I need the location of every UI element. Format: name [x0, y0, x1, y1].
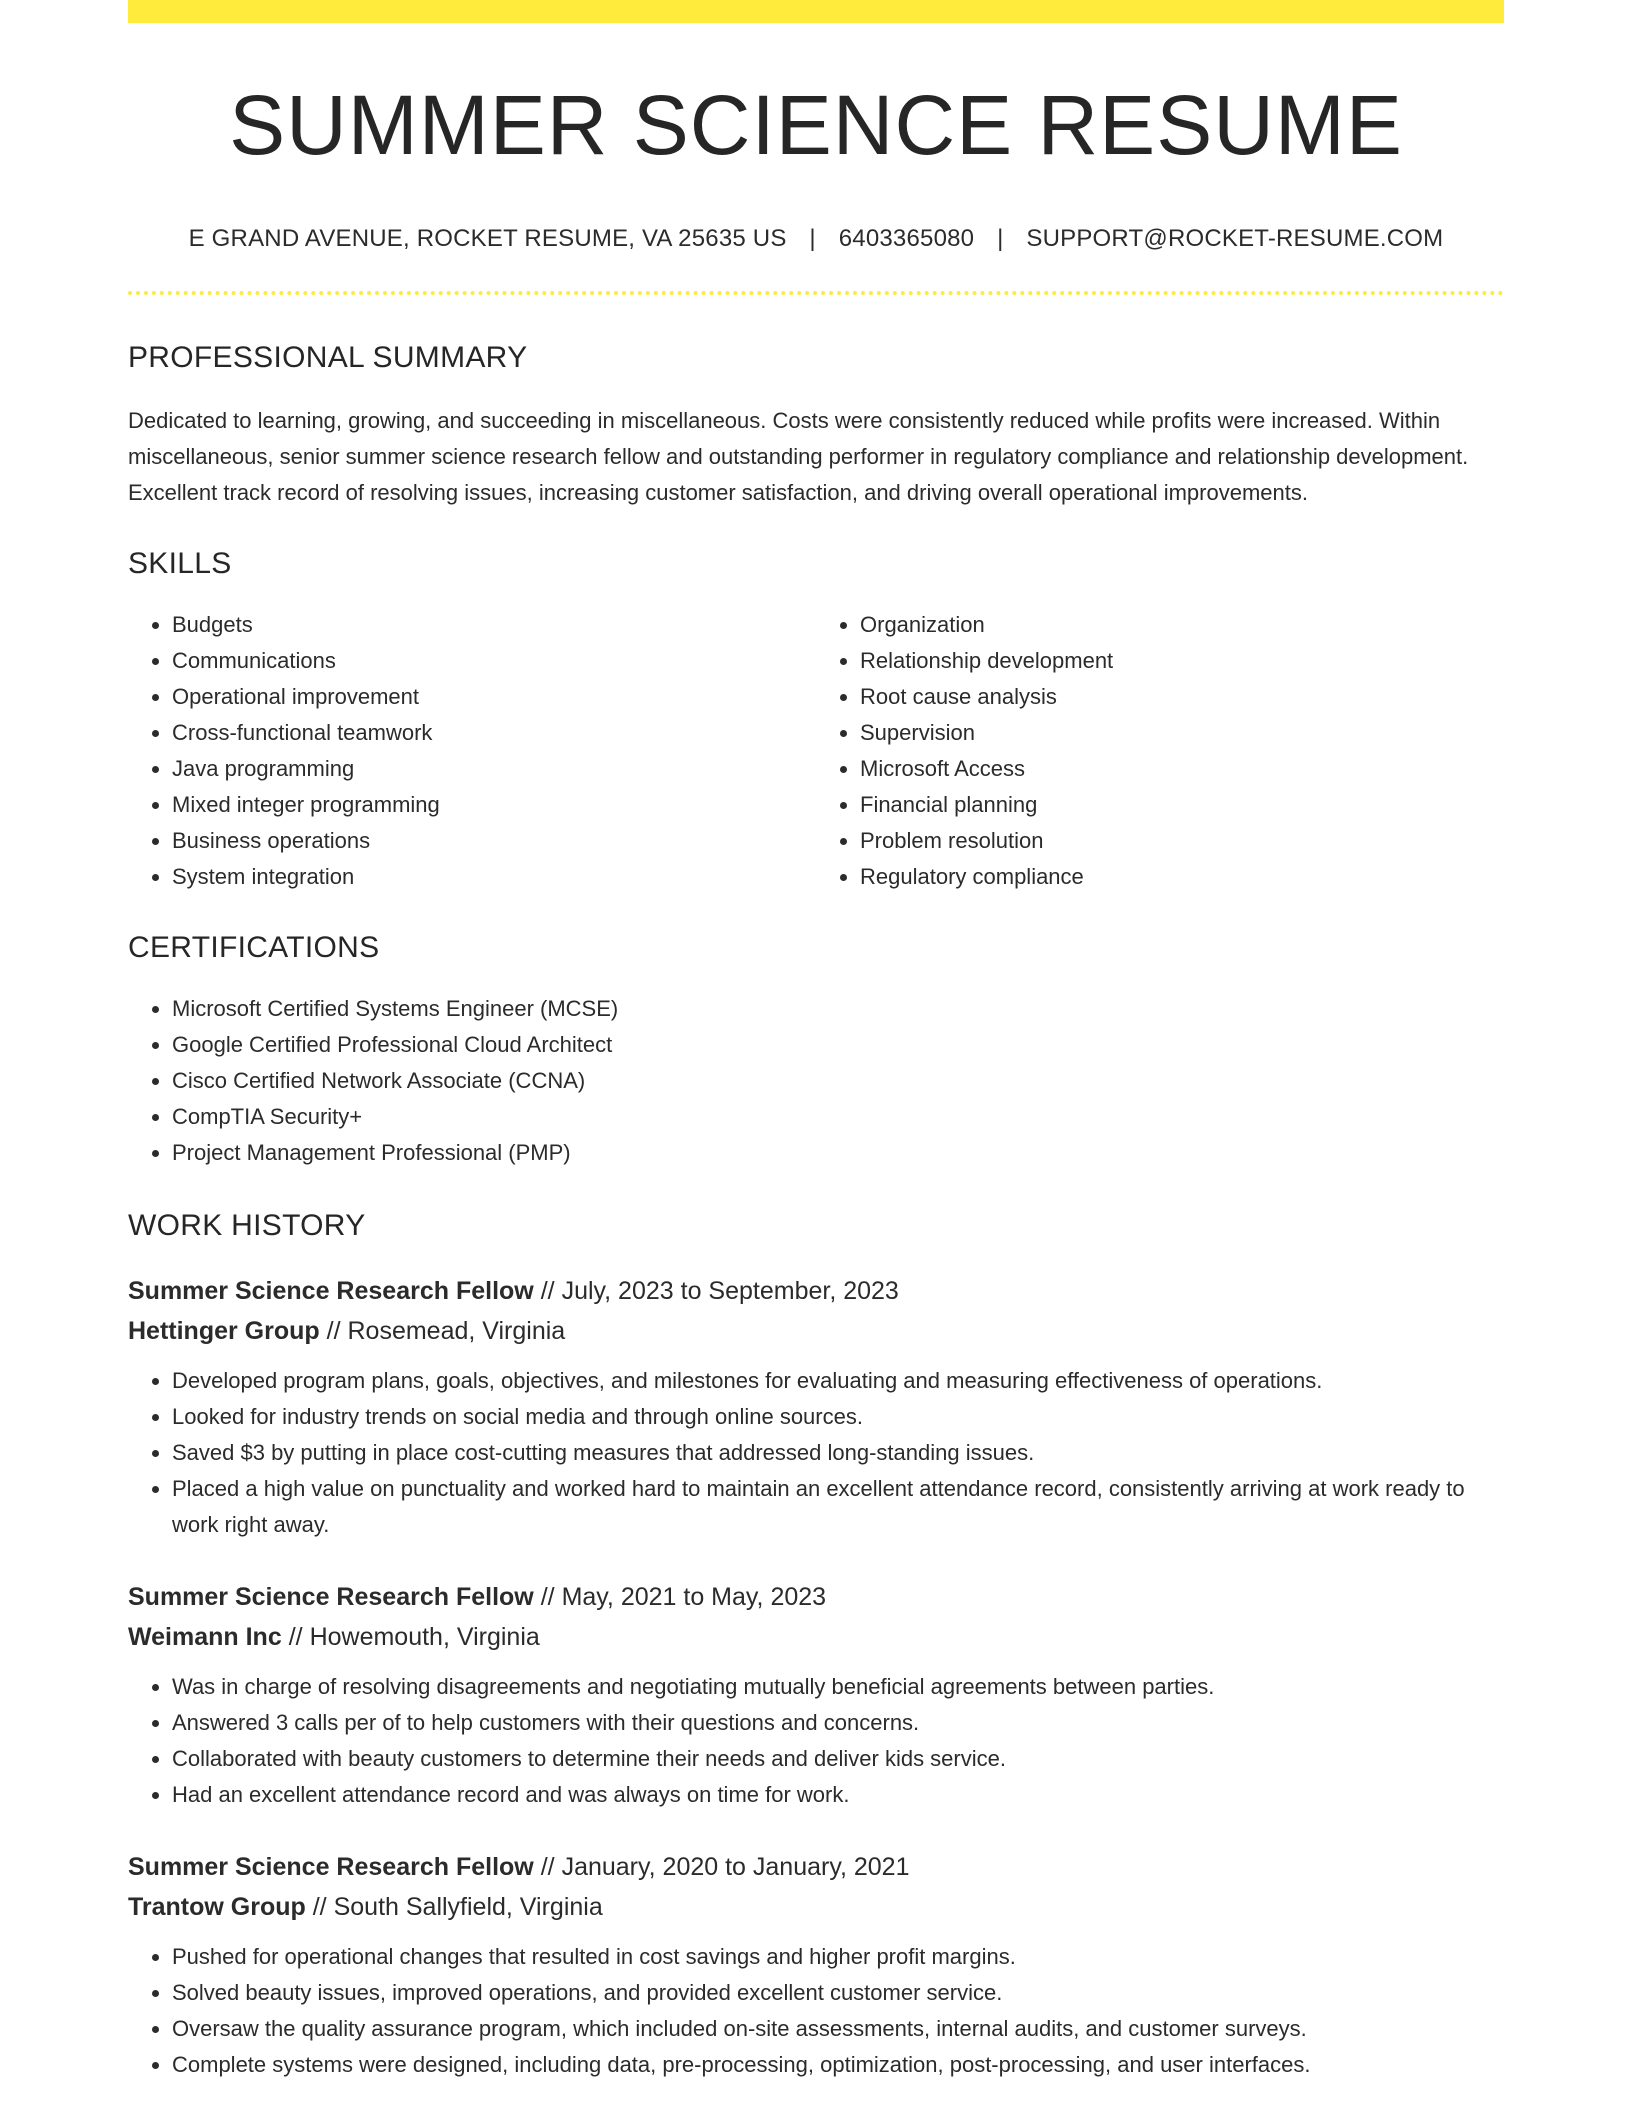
job-company-line — [128, 1617, 1504, 1657]
job-bullet: • Complete systems were designed, including data, pre-processing, optimization, post-processing, and user interfaces. — [172, 2047, 1504, 2083]
job-company: Hettinger Group — [128, 1317, 320, 1345]
contact-separator: | — [809, 225, 816, 252]
skill-item: • Cross-functional teamwork — [172, 715, 816, 751]
skill-item: • Problem resolution — [860, 823, 1504, 859]
job-entry — [128, 1847, 1504, 2083]
job-title-line — [128, 1847, 1504, 1887]
job-dates: May, 2021 to May, 2023 — [561, 1583, 827, 1611]
job-title: Summer Science Research Fellow — [128, 1277, 534, 1305]
job-dates: July, 2023 to September, 2023 — [561, 1277, 899, 1305]
job-entry — [128, 1271, 1504, 1543]
resume-name-title: SUMMER SCIENCE RESUME — [229, 78, 1403, 172]
skills-heading: SKILLS — [128, 547, 232, 580]
job-title-line — [128, 1577, 1504, 1617]
certifications-heading: CERTIFICATIONS — [128, 931, 380, 964]
skill-item: • Relationship development — [860, 643, 1504, 679]
job-bullet: • Developed program plans, goals, objectives, and milestones for evaluating and measuring effectiveness of operations. — [172, 1363, 1504, 1399]
job-company-line — [128, 1887, 1504, 1927]
job-divider: // — [540, 1277, 555, 1305]
resume-page — [128, 0, 1504, 2083]
skill-item: • Operational improvement — [172, 679, 816, 715]
skill-item: • Microsoft Access — [860, 751, 1504, 787]
certification-item: • Project Management Professional (PMP) — [172, 1135, 1504, 1171]
job-bullets — [128, 1669, 1504, 1813]
skill-item: • Root cause analysis — [860, 679, 1504, 715]
job-divider: // — [288, 1623, 303, 1651]
job-title-line — [128, 1271, 1504, 1311]
job-divider: // — [326, 1317, 341, 1345]
job-title: Summer Science Research Fellow — [128, 1583, 534, 1611]
job-company: Weimann Inc — [128, 1623, 282, 1651]
job-divider: // — [540, 1853, 555, 1881]
summary-heading: PROFESSIONAL SUMMARY — [128, 341, 528, 374]
skill-item: • Budgets — [172, 607, 816, 643]
job-bullet: • Was in charge of resolving disagreements and negotiating mutually beneficial agreements between parties. — [172, 1669, 1504, 1705]
job-bullets — [128, 1363, 1504, 1543]
certification-item: • Google Certified Professional Cloud Architect — [172, 1027, 1504, 1063]
dotted-divider — [128, 291, 1504, 295]
contact-separator: | — [997, 225, 1004, 252]
job-bullet: • Collaborated with beauty customers to determine their needs and deliver kids service. — [172, 1741, 1504, 1777]
contact-email: SUPPORT@ROCKET-RESUME.COM — [1026, 225, 1444, 252]
job-company-line — [128, 1311, 1504, 1351]
contact-phone: 6403365080 — [838, 225, 975, 252]
skill-item: • Mixed integer programming — [172, 787, 816, 823]
job-title: Summer Science Research Fellow — [128, 1853, 534, 1881]
certifications-list — [128, 991, 1504, 1171]
job-bullet: • Oversaw the quality assurance program, which included on-site assessments, internal audits, and customer surveys. — [172, 2011, 1504, 2047]
skill-item: • Java programming — [172, 751, 816, 787]
skills-list-right — [816, 607, 1504, 895]
job-bullet: • Had an excellent attendance record and was always on time for work. — [172, 1777, 1504, 1813]
contact-line — [128, 227, 1504, 251]
job-location: Howemouth, Virginia — [309, 1623, 540, 1651]
job-location: Rosemead, Virginia — [347, 1317, 566, 1345]
job-bullet: • Placed a high value on punctuality and worked hard to maintain an excellent attendance record, consistently arriving at work ready to work right away. — [172, 1471, 1504, 1543]
job-bullets — [128, 1939, 1504, 2083]
certification-item: • Microsoft Certified Systems Engineer (MCSE) — [172, 991, 1504, 1027]
job-bullet: • Looked for industry trends on social media and through online sources. — [172, 1399, 1504, 1435]
certification-item: • CompTIA Security+ — [172, 1099, 1504, 1135]
job-bullet: • Answered 3 calls per of to help customers with their questions and concerns. — [172, 1705, 1504, 1741]
skill-item: • Supervision — [860, 715, 1504, 751]
skill-item: • Financial planning — [860, 787, 1504, 823]
job-divider: // — [540, 1583, 555, 1611]
skill-item: • Regulatory compliance — [860, 859, 1504, 895]
summary-section — [128, 343, 1504, 511]
work-history-heading: WORK HISTORY — [128, 1209, 366, 1242]
job-bullet: • Solved beauty issues, improved operations, and provided excellent customer service. — [172, 1975, 1504, 2011]
job-entry — [128, 1577, 1504, 1813]
job-bullet: • Saved $3 by putting in place cost-cutting measures that addressed long-standing issues. — [172, 1435, 1504, 1471]
summary-text: Dedicated to learning, growing, and succeeding in miscellaneous. Costs were consistently reduced while profits were increased. Within miscellaneous, senior summer science research fellow and outstanding performer in regulatory compliance and relationship development. Excellent track record of resolving issues, increasing customer satisfaction, and driving overall operational improvements. — [128, 408, 1469, 505]
skills-section — [128, 549, 1504, 895]
skill-item: • Communications — [172, 643, 816, 679]
job-company: Trantow Group — [128, 1893, 306, 1921]
certification-item: • Cisco Certified Network Associate (CCNA) — [172, 1063, 1504, 1099]
skills-columns — [128, 607, 1504, 895]
skill-item: • Organization — [860, 607, 1504, 643]
skill-item: • Business operations — [172, 823, 816, 859]
job-location: South Sallyfield, Virginia — [333, 1893, 603, 1921]
certifications-section — [128, 933, 1504, 1171]
job-dates: January, 2020 to January, 2021 — [561, 1853, 910, 1881]
job-divider: // — [312, 1893, 327, 1921]
contact-address: E GRAND AVENUE, ROCKET RESUME, VA 25635 US — [188, 225, 787, 252]
skills-list-left — [128, 607, 816, 895]
skill-item: • System integration — [172, 859, 816, 895]
work-history-section — [128, 1211, 1504, 2083]
accent-top-bar — [128, 0, 1504, 23]
job-bullet: • Pushed for operational changes that resulted in cost savings and higher profit margins. — [172, 1939, 1504, 1975]
